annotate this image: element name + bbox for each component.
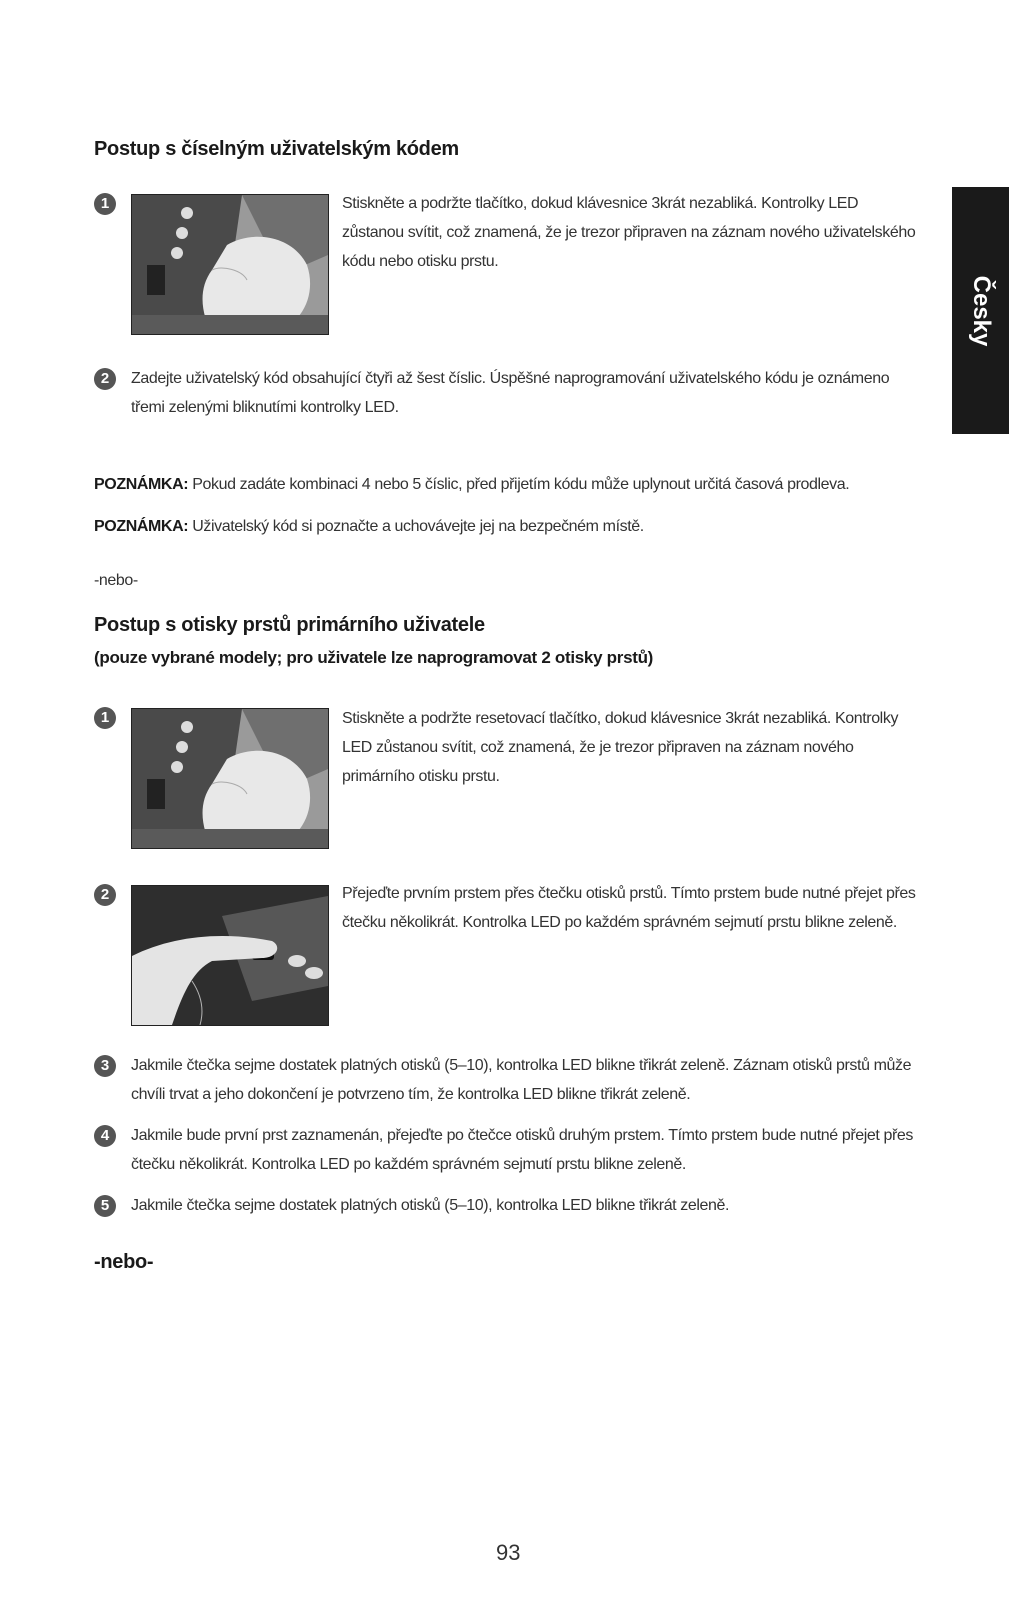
separator-bold: -nebo- xyxy=(94,1251,154,1273)
note-label: POZNÁMKA: xyxy=(94,476,189,493)
step-text: Jakmile čtečka sejme dostatek platných otisků (5–10), kontrolka LED blikne třikrát zeleně. xyxy=(131,1197,730,1214)
note-text: Uživatelský kód si poznačte a uchovávejte jej na bezpečném místě. xyxy=(192,518,644,535)
step-number: 2 xyxy=(94,884,116,906)
step-number: 3 xyxy=(94,1055,116,1077)
language-tab-label: Česky xyxy=(967,275,995,346)
step-number: 1 xyxy=(94,193,116,215)
section2-title: Postup s otisky prstů primárního uživatele xyxy=(94,614,485,636)
section2-subtitle: (pouze vybrané modely; pro uživatele lze naprogramovat 2 otisky prstů) xyxy=(94,648,654,667)
step-text: Jakmile bude první prst zaznamenán, přejeďte po čtečce otisků druhým prstem. Tímto prstem bude nutné přejet přes čtečku několikrát. Kontrolka LED po každém správném sejmutí prstu blikne zeleně. xyxy=(131,1127,914,1173)
page-number: 93 xyxy=(496,1540,521,1565)
step-text: Přejeďte prvním prstem přes čtečku otisků prstů. Tímto prstem bude nutné přejet přes čtečku několikrát. Kontrolka LED po každém správném sejmutí prstu blikne zeleně. xyxy=(342,885,916,931)
section1-title: Postup s číselným uživatelským kódem xyxy=(94,138,459,160)
step-number: 2 xyxy=(94,368,116,390)
step-number: 1 xyxy=(94,707,116,729)
step-number: 5 xyxy=(94,1195,116,1217)
safe-reset-button-photo xyxy=(131,194,329,335)
note-text: Pokud zadáte kombinaci 4 nebo 5 číslic, před přijetím kódu může uplynout určitá časová prodleva. xyxy=(192,476,850,493)
note xyxy=(94,512,934,541)
step-text: Stiskněte a podržte resetovací tlačítko, dokud klávesnice 3krát nezabliká. Kontrolky LED zůstanou svítit, což znamená, že je trezor připraven na záznam nového primárního otisku prstu. xyxy=(342,710,899,785)
step-text: Stiskněte a podržte tlačítko, dokud klávesnice 3krát nezabliká. Kontrolky LED zůstanou svítit, což znamená, že je trezor připraven na záznam nového uživatelského kódu nebo otisku prstu. xyxy=(342,195,916,270)
step-text: Jakmile čtečka sejme dostatek platných otisků (5–10), kontrolka LED blikne třikrát zeleně. Záznam otisků prstů může chvíli trvat a jeho dokončení je potvrzeno tím, že kontrolka LED blikne třikrát zeleně. xyxy=(131,1057,912,1103)
separator: -nebo- xyxy=(94,572,138,589)
language-tab xyxy=(952,187,1009,434)
step-number: 4 xyxy=(94,1125,116,1147)
note-label: POZNÁMKA: xyxy=(94,518,189,535)
note xyxy=(94,470,934,499)
step-text: Zadejte uživatelský kód obsahující čtyři až šest číslic. Úspěšné naprogramování uživatelského kódu je oznámeno třemi zelenými bliknutími kontrolky LED. xyxy=(131,370,890,416)
fingerprint-reader-photo xyxy=(131,885,329,1026)
safe-reset-button-photo xyxy=(131,708,329,849)
